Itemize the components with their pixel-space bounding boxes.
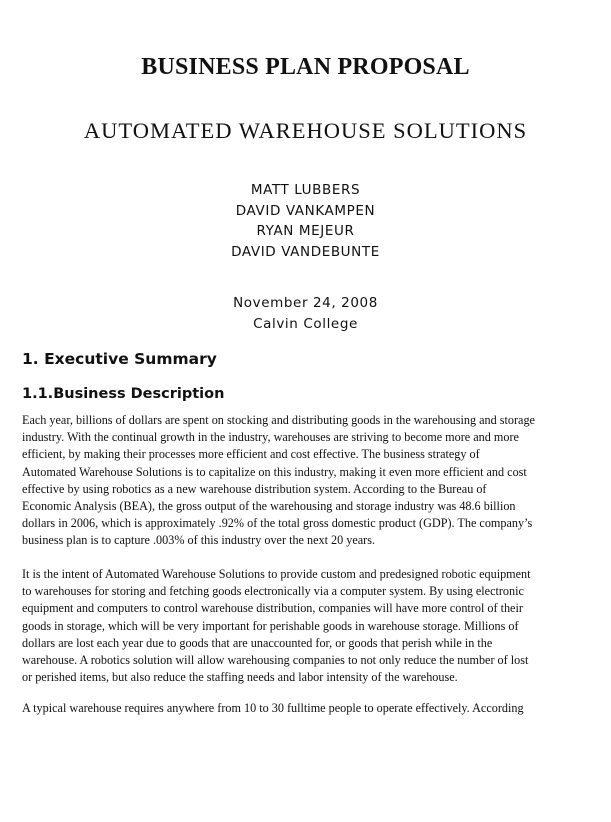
- paragraph-line: effective by using robotics as a new warehouse distribution system. According to the Bureau of: [22, 481, 487, 496]
- paragraph-line: dollars are lost each year due to goods that are unaccounted for, or goods that perish while in the: [22, 635, 493, 650]
- paragraph-line: A typical warehouse requires anywhere from 10 to 30 fulltime people to operate effectively. According: [22, 701, 524, 715]
- paragraph: [22, 700, 592, 717]
- paragraph-line: industry. With the continual growth in the industry, warehouses are striving to become more and more: [22, 430, 519, 445]
- institution-name: Calvin College: [253, 316, 358, 332]
- author-name: MATT LUBBERS: [250, 182, 361, 198]
- author-list: [0, 180, 611, 262]
- date-block: [0, 293, 611, 335]
- document-date: November 24, 2008: [233, 295, 378, 311]
- paragraph: [22, 412, 592, 550]
- paragraph-line: dollars in 2006, which is approximately .92% of the total gross domestic product (GDP). The company’s: [22, 516, 533, 531]
- author-name: DAVID VANDEBUNTE: [231, 243, 380, 260]
- paragraph-line: or perished items, but also reduce the staffing needs and labor intensity of the warehouse.: [22, 670, 458, 685]
- paragraph-line: goods in storage, which will be very important for perishable goods in warehouse storage. Millions of: [22, 618, 519, 633]
- paragraph-line: business plan is to capture .003% of this industry over the next 20 years.: [22, 533, 376, 548]
- section-heading: 1. Executive Summary: [22, 350, 217, 368]
- paragraph-line: Automated Warehouse Solutions is to capitalize on this industry, making it even more efficient and cost: [22, 464, 527, 479]
- document-subtitle: AUTOMATED WAREHOUSE SOLUTIONS: [83, 118, 528, 143]
- paragraph-line: equipment and computers to control warehouse distribution, companies will have more control of their: [22, 601, 523, 616]
- paragraph-line: warehouse. A robotics solution will allow warehousing companies to not only reduce the number of lost: [22, 653, 529, 668]
- paragraph-line: efficient, by making their processes more efficient and cost effective. The business strategy of: [22, 447, 480, 462]
- paragraph: [22, 566, 592, 686]
- document-title: BUSINESS PLAN PROPOSAL: [141, 54, 470, 80]
- author-name: RYAN MEJEUR: [256, 223, 355, 239]
- paragraph-line: It is the intent of Automated Warehouse Solutions to provide custom and predesigned robotic equipment: [22, 567, 531, 581]
- paragraph-line: to warehouses for storing and fetching goods electronically via a computer system. By using electronic: [22, 584, 524, 599]
- author-name: DAVID VANKAMPEN: [235, 202, 376, 219]
- paragraph-line: Economic Analysis (BEA), the gross output of the warehousing and storage industry was 48.6 billion: [22, 499, 516, 514]
- subsection-heading: 1.1.Business Description: [22, 386, 225, 402]
- paragraph-line: Each year, billions of dollars are spent on stocking and distributing goods in the warehousing and storage: [22, 413, 535, 427]
